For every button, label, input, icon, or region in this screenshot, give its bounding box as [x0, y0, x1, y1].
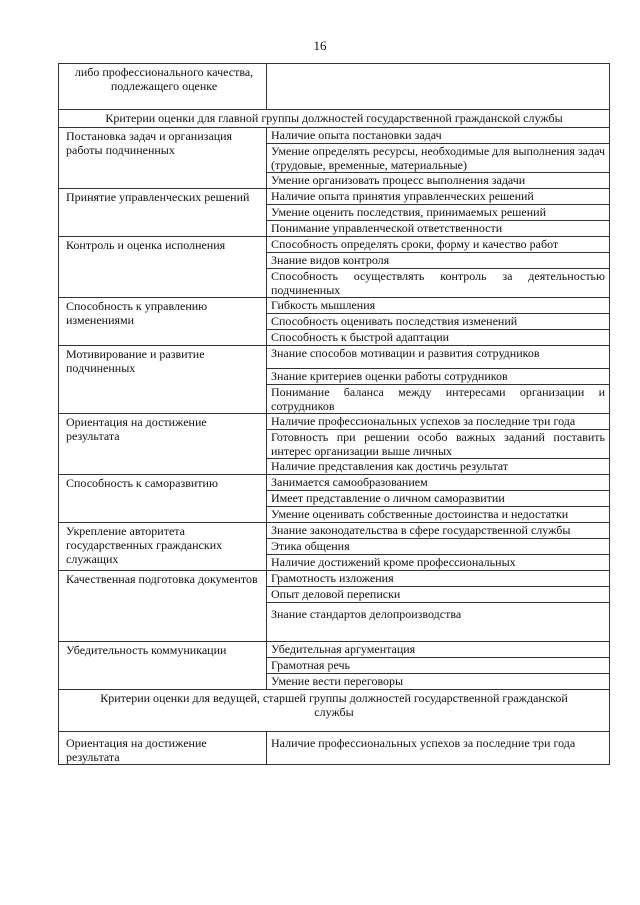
criterion-item: Знание стандартов делопроизводства: [267, 602, 609, 641]
criterion-item: Наличие профессиональных успехов за последние три года: [271, 414, 576, 428]
criterion-item: Готовность при решении особо важных заданий поставить интерес организации выше личных: [267, 429, 609, 458]
criterion-item: Понимание баланса между интересами организации и сотрудников: [267, 384, 609, 413]
criterion-item: Умение определять ресурсы, необходимые для выполнения задач (трудовые, временные, материальные): [267, 143, 609, 172]
criterion-item: Способность определять сроки, форму и качество работ: [271, 237, 559, 251]
table-row: [59, 189, 610, 237]
table-row: [59, 732, 610, 765]
criterion-item: Гибкость мышления: [271, 298, 376, 312]
table-row: [59, 523, 610, 571]
criterion-label: Мотивирование и развитие подчиненных: [59, 346, 267, 414]
criterion-item: Этика общения: [267, 538, 609, 554]
section2-title: Критерии оценки для ведущей, старшей группы должностей государственной гражданской службы: [59, 690, 610, 732]
page-number: 16: [313, 38, 327, 53]
criterion-item: Понимание управленческой ответственности: [267, 220, 609, 236]
criterion-item: Способность к быстрой адаптации: [267, 329, 609, 345]
criterion-item: Умение организовать процесс выполнения задачи: [267, 172, 609, 188]
criterion-label: Ориентация на достижение результата: [59, 732, 267, 765]
row-label: либо профессионального качества, подлежащего оценке: [59, 64, 267, 110]
criterion-item: Наличие опыта постановки задач: [271, 128, 442, 142]
criterion-item: Способность осуществлять контроль за деятельностью подчиненных: [267, 268, 609, 297]
criterion-item: Имеет представление о личном саморазвитии: [267, 490, 609, 506]
criterion-item: Знание видов контроля: [267, 252, 609, 268]
criterion-item: Знание способов мотивации и развития сотрудников: [271, 346, 540, 360]
table-row: [59, 475, 610, 523]
criterion-item: Грамотность изложения: [271, 571, 394, 585]
criterion-item: Занимается самообразованием: [271, 475, 428, 489]
row-value: [267, 64, 610, 110]
criterion-item: Знание критериев оценки работы сотрудников: [267, 368, 609, 384]
criteria-table: [58, 63, 610, 765]
criterion-label: Способность к управлению изменениями: [59, 298, 267, 346]
criterion-item: Наличие достижений кроме профессиональных: [267, 554, 609, 570]
criterion-item: Грамотная речь: [267, 657, 609, 673]
criterion-label: Качественная подготовка документов: [59, 571, 267, 642]
criterion-item: Наличие опыта принятия управленческих решений: [271, 189, 534, 203]
criterion-item: Умение вести переговоры: [267, 673, 609, 689]
criterion-item: Опыт деловой переписки: [267, 586, 609, 602]
criterion-item: Наличие профессиональных успехов за последние три года: [271, 736, 576, 750]
section1-title: Критерии оценки для главной группы должностей государственной гражданской службы: [59, 110, 610, 128]
criterion-item: Умение оценить последствия, принимаемых решений: [267, 204, 609, 220]
table-row: [59, 571, 610, 642]
table-row: [59, 346, 610, 414]
criterion-item: Знание законодательства в сфере государственной службы: [271, 523, 571, 537]
table-row: [59, 414, 610, 475]
criterion-label: Укрепление авторитета государственных гражданских служащих: [59, 523, 267, 571]
criterion-item: Наличие представления как достичь результат: [267, 458, 609, 474]
table-row: [59, 237, 610, 298]
criterion-label: Постановка задач и организация работы подчиненных: [59, 128, 267, 189]
criterion-label: Принятие управленческих решений: [59, 189, 267, 237]
table-row: [59, 642, 610, 690]
criterion-item: Умение оценивать собственные достоинства и недостатки: [267, 506, 609, 522]
criterion-label: Ориентация на достижение результата: [59, 414, 267, 475]
table-row: [59, 64, 610, 110]
criterion-item: Способность оценивать последствия изменений: [267, 313, 609, 329]
section-header: [59, 110, 610, 128]
criterion-label: Убедительность коммуникации: [59, 642, 267, 690]
criterion-item: Убедительная аргументация: [271, 642, 416, 656]
table-row: [59, 128, 610, 189]
criterion-label: Способность к саморазвитию: [59, 475, 267, 523]
table-row: [59, 298, 610, 346]
section-header: [59, 690, 610, 732]
criterion-label: Контроль и оценка исполнения: [59, 237, 267, 298]
